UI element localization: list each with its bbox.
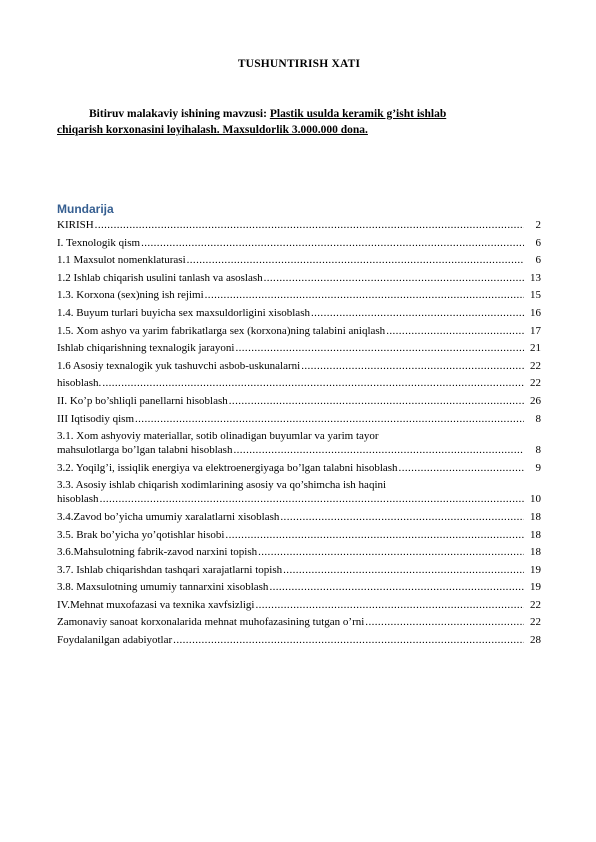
toc-heading: Mundarija (57, 202, 114, 216)
toc-entry[interactable] (57, 394, 541, 408)
toc-leader-dots (173, 633, 524, 647)
toc-leader-dots (141, 236, 524, 250)
toc-entry-text: 3.7. Ishlab chiqarishdan tashqari xarajatlarni topish (57, 563, 283, 576)
document-title-text: TUSHUNTIRISH XATI (237, 58, 361, 70)
toc-leader-dots (95, 218, 524, 232)
toc-leader-dots (311, 306, 524, 320)
toc-entry-text: 1.1 Maxsulot nomenklaturasi (57, 254, 186, 267)
subject-title-line2: chiqarish korxonasini loyihalash. Maxsuldorlik 3.000.000 dona. (57, 124, 368, 136)
toc-entry-text-line1: 3.1. Xom ashyoviy materiallar, sotib olinadigan buyumlar va yarim tayor (57, 430, 379, 443)
toc-entry-text: IV.Mehnat muxofazasi va texnika xavfsizligi (57, 598, 255, 611)
toc-entry-text: 3.5. Brak bo’yicha yo’qotishlar hisobi (57, 528, 225, 541)
toc-entry-text-line1: 3.3. Asosiy ishlab chiqarish xodimlarining asosiy va qo’shimcha ish haqini (57, 479, 387, 492)
toc-page-number: 18 (530, 528, 541, 541)
toc-page-number: 22 (530, 359, 541, 372)
toc-entry-text: 3.4.Zavod bo’yicha umumiy xaralatlarni xisoblash (57, 510, 280, 523)
toc-leader-dots (100, 492, 524, 506)
toc-entry[interactable] (57, 359, 541, 373)
toc-entry-text: mahsulotlarga bo’lgan talabni hisoblash (57, 444, 233, 457)
toc-page-number: 18 (530, 510, 541, 523)
toc-page-number: 8 (535, 444, 541, 457)
toc-leader-dots (365, 615, 524, 629)
toc-page-number: 19 (530, 563, 541, 576)
toc-entry[interactable] (57, 376, 541, 390)
toc-leader-dots (283, 563, 524, 577)
toc-page-number: 21 (530, 342, 541, 355)
toc-entry-text: I. Texnologik qism (57, 236, 141, 249)
toc-page-number: 28 (530, 634, 541, 647)
toc-entry[interactable] (57, 461, 541, 475)
toc-entry[interactable] (57, 429, 541, 457)
toc-page-number: 8 (535, 412, 541, 425)
toc-entry-text: Foydalanilgan adabiyotlar (57, 634, 173, 647)
toc-entry-text: Ishlab chiqarishning texnalogik jarayoni (57, 342, 235, 355)
thesis-subject (57, 106, 540, 138)
toc-entry[interactable] (57, 306, 541, 320)
toc-leader-dots (258, 545, 524, 559)
toc-leader-dots (205, 288, 524, 302)
toc-page-number: 6 (535, 254, 541, 267)
toc-leader-dots (264, 271, 524, 285)
toc-entry-text: Zamonaviy sanoat korxonalarida mehnat muhofazasining tutgan o’rni (57, 616, 365, 629)
toc-entry[interactable] (57, 218, 541, 232)
toc-entry[interactable] (57, 598, 541, 612)
toc-entry[interactable] (57, 271, 541, 285)
toc-entry[interactable] (57, 580, 541, 594)
toc-entry-text: hisoblash. (57, 377, 102, 390)
toc-page-number: 17 (530, 324, 541, 337)
toc-leader-dots (280, 510, 524, 524)
toc-page-number: 22 (530, 377, 541, 390)
toc-entry[interactable] (57, 528, 541, 542)
toc-entry[interactable] (57, 288, 541, 302)
table-of-contents (57, 218, 541, 651)
toc-entry[interactable] (57, 633, 541, 647)
toc-leader-dots (235, 341, 524, 355)
toc-entry-text: 1.2 Ishlab chiqarish usulini tanlash va asoslash (57, 271, 263, 284)
toc-entry-text: KIRISH (57, 219, 94, 231)
toc-leader-dots (255, 598, 524, 612)
toc-entry[interactable] (57, 341, 541, 355)
toc-page-number: 9 (535, 461, 541, 474)
toc-entry-text: 3.6.Mahsulotning fabrik-zavod narxini topish (57, 546, 258, 559)
toc-entry[interactable] (57, 563, 541, 577)
toc-entry[interactable] (57, 412, 541, 426)
toc-entry[interactable] (57, 615, 541, 629)
toc-entry[interactable] (57, 478, 541, 506)
toc-entry-text: hisoblash (57, 493, 99, 506)
toc-entry-text: 1.5. Xom ashyo va yarim fabrikatlarga sex (korxona)ning talabini aniqlash (57, 324, 386, 337)
document-title (0, 58, 596, 70)
subject-title-line1: Plastik usulda keramik g’isht ishlab (269, 108, 447, 120)
toc-leader-dots (269, 580, 524, 594)
toc-entry-text: 1.6 Asosiy texnalogik yuk tashuvchi asbob-uskunalarni (57, 359, 301, 372)
toc-page-number: 22 (530, 616, 541, 629)
toc-leader-dots (135, 412, 524, 426)
toc-page-number: 15 (530, 289, 541, 302)
toc-entry-text: 3.8. Maxsulotning umumiy tannarxini xisoblash (57, 581, 269, 594)
toc-entry[interactable] (57, 324, 541, 338)
toc-entry-text: 1.3. Korxona (sex)ning ish rejimi (57, 289, 204, 302)
toc-leader-dots (301, 359, 524, 373)
toc-leader-dots (187, 253, 524, 267)
toc-page-number: 22 (530, 598, 541, 611)
toc-page-number: 10 (530, 493, 541, 506)
toc-entry[interactable] (57, 545, 541, 559)
toc-page-number: 13 (530, 271, 541, 284)
toc-entry[interactable] (57, 236, 541, 250)
toc-entry-text: 1.4. Buyum turlari buyicha sex maxsuldorligini xisoblash (57, 306, 310, 319)
toc-entry-text: 3.2. Yoqilg’i, issiqlik energiya va elektroenergiyaga bo’lgan talabni hisoblash (57, 461, 398, 474)
toc-page-number: 16 (530, 306, 541, 319)
subject-lead: Bitiruv malakaviy ishining mavzusi: (89, 108, 270, 120)
toc-page-number: 19 (530, 581, 541, 594)
toc-entry-text: III Iqtisodiy qism (57, 412, 134, 425)
toc-leader-dots (233, 443, 524, 457)
toc-leader-dots (386, 324, 524, 338)
toc-leader-dots (225, 528, 524, 542)
toc-leader-dots (229, 394, 524, 408)
toc-page-number: 6 (535, 236, 541, 249)
toc-entry-text: II. Ko’p bo’shliqli panellarni hisoblash (57, 394, 228, 407)
toc-entry[interactable] (57, 510, 541, 524)
toc-leader-dots (102, 376, 524, 390)
toc-entry[interactable] (57, 253, 541, 267)
toc-page-number: 2 (535, 219, 541, 231)
toc-page-number: 26 (530, 394, 541, 407)
toc-leader-dots (399, 461, 524, 475)
toc-page-number: 18 (530, 546, 541, 559)
